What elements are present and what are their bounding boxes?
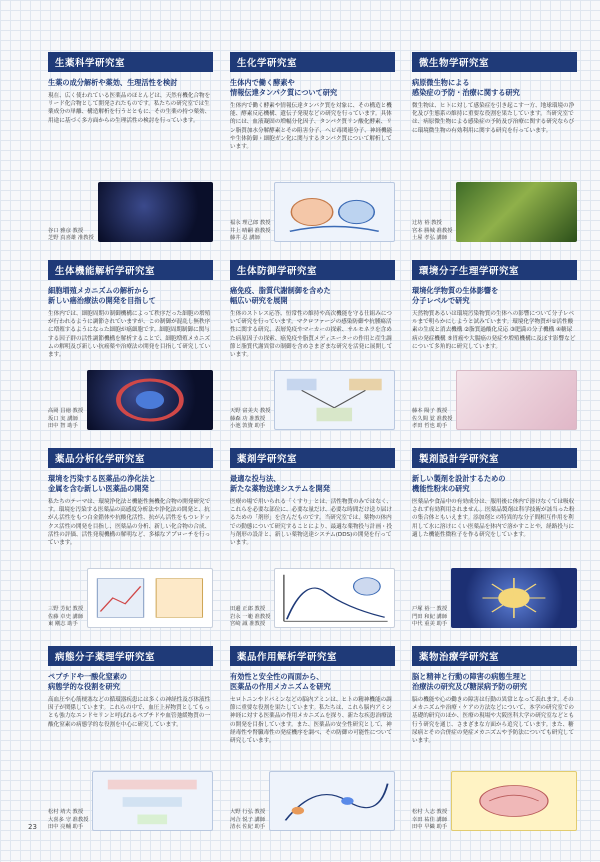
lab-description: 医療の場で用いられる「くすり」とは、活性物質のみではなく、これらを必要な部位に、必要な量だけ、必要な時間だけ送り届けるための「剤形」を含んだものです。当研究室では、薬物の体内での動態について研究することにより、最適な薬物投与計画・投与剤形の設計と、新しい薬物送達システム(DDS)の開発を行っています。: [230, 499, 393, 547]
lab-card: [230, 646, 395, 831]
lab-card: [230, 448, 395, 628]
lab-footer: [48, 182, 213, 242]
lab-footer: [230, 568, 395, 628]
neuron-diagram: [269, 771, 395, 831]
lab-subtitle: 脳と精神と行動の障害の病態生理と 治療法の研究及び糖尿病予防の研究: [412, 672, 528, 691]
lab-footer: [230, 370, 395, 430]
tissue-photo: [456, 370, 577, 430]
lab-title: 微生物学研究室: [412, 52, 577, 72]
lab-card: [48, 646, 213, 831]
lab-card: [230, 52, 395, 242]
lab-subtitle: 生体内で働く酵素や 情報伝達タンパク質について研究: [230, 78, 338, 97]
lab-title: 生体防御学研究室: [230, 260, 395, 280]
lab-staff: 藤本 陽子 教授 佐久間 覚 准教授 孝田 哲也 助手: [412, 408, 453, 429]
lab-description: 私たちのテーマは、環境浄化法と機能性無機化合物の開発研究です。環境を汚染する医薬品の高感度分析法や浄化法の開発と、抗がん活性をもつ白金錯体や抗酸化活性、抗がん活性をもつレドックス活性の開発を目指し、医薬品の分析、新しい化合物の合成、活性の評価、活性発現機構の解明など、多様なアプローチを行っています。: [48, 499, 211, 547]
cell-cycle-figure: [87, 370, 213, 430]
lab-description: セロトニンやドパミンなどの脳内アミンは、ヒトの精神機能の調節に重要な役割を果たしています。私たちは、これら脳内アミン神経に対する医薬品の作用メカニズムを探り、新たな疾患治療法の開発を目指しています。また、医薬品の安全性研究として、神経毒性や腎臓毒性の発症機序を調べ、その防御の可能性について研究しています。: [230, 697, 393, 745]
lab-card: [230, 260, 395, 430]
lab-footer: [48, 370, 213, 430]
signaling-diagram: [274, 182, 395, 242]
lab-description: 天然物質あるいは環境汚染物質の生体への影響について分子レベルまで明らかにしようと試みています。環境化学物質が①活性酸素の生成と消去機構 ②脂質過酸化反応 ③肥満の分子機構 ④糖尿病の発症機構 ⑤胃癌や大腸癌の発症や増殖機構に及ぼす影響などについて多角的に研究しています。: [412, 311, 576, 350]
lab-footer: [412, 370, 577, 430]
lab-card: [48, 52, 213, 242]
lab-title: 薬品作用解析学研究室: [230, 646, 395, 666]
lab-card: [412, 260, 577, 430]
immune-diagram: [274, 370, 395, 430]
lab-staff: 高岡 昌徳 教授 坂口 実 講師 田中 智 助手: [48, 408, 84, 429]
lab-staff: 戸塚 裕一 教授 門田 和紀 講師 中代 重美 助手: [412, 606, 448, 627]
lab-description: 生体のストレス応答、恒常性の維持や高次機能を守る仕組みについて研究を行っています。マクロファージの感染防御や抗腫瘍活性に関する研究、表層免疫やマーカーの探索、サルモネラを含めた病原因子の探索、癌免疫や脂質メディエーターの作用と産生調節と脂質代謝異常の制御を含めさまざまな研究を活発に展開しています。: [230, 311, 393, 359]
lab-title: 生化学研究室: [230, 52, 395, 72]
microbe-photo: [456, 182, 577, 242]
lab-staff: 松村 靖夫 教授 大喜多 守 准教授 田中 亮輔 助手: [48, 809, 89, 830]
lab-title: 環境分子生理学研究室: [412, 260, 577, 280]
lab-title: 生体機能解析学研究室: [48, 260, 213, 280]
lab-card: [412, 52, 577, 242]
lab-subtitle: 癌免疫、脂質代謝制御を含めた 幅広い研究を展開: [230, 286, 331, 305]
brain-diagram: [451, 771, 577, 831]
lab-subtitle: 環境を汚染する医薬品の浄化法と 金属を含む新しい医薬品の開発: [48, 474, 156, 493]
lab-description: 医薬品や食品中の有効成分は、服用後に体内で溶けなくては吸収されず有効利用されません。医薬品製剤は科学技術が該当った粉の集合体ともいえます。添加剤との特異的な分子間相互作用を利用して水に溶けにくい医薬品を体内で溶かすことや、経路投与に適した機能性微粒子を作る研究をしています。: [412, 499, 575, 538]
lab-card: [412, 448, 577, 628]
lab-subtitle: 病原微生物による 感染症の予防・治療に関する研究: [412, 78, 520, 97]
page-number: 23: [28, 823, 37, 831]
lab-staff: 辻坊 裕 教授 宮本 勝城 准教授 土屋 孝弘 講師: [412, 220, 453, 241]
lab-staff: 福永 理己郎 教授 井上 晴嗣 准教授 藤井 忍 講師: [230, 220, 271, 241]
lab-staff: 谷口 雅彦 教授 芝野 真喜雄 准教授: [48, 227, 94, 241]
lab-footer: [48, 771, 213, 831]
lab-title: 製剤設計学研究室: [412, 448, 577, 468]
lab-description: 現在、広く使われている医薬品のほとんどは、天然有機化合物をリード化合物として開発されたものです。私たちの研究室では生薬成分の単離、構造解析を行うとともに、その生薬の持つ薬効、用途に基づく多方面からの生理活性の検討を行っています。: [48, 93, 211, 124]
lab-description: 微生物は、ヒトに対して感染症を引き起こす一方、地球環境の浄化及び生態系の維持に重要な役割を果たしています。当研究室では、病原微生物による感染症の予防及び治療に関する研究ならびに環境微生物の有効利用に関する研究を行っています。: [412, 103, 575, 134]
lab-staff: 田邊 正郎 教授 岩永 一範 准教授 宮崎 誠 准教授: [230, 606, 271, 627]
lab-footer: [412, 182, 577, 242]
pathway-diagram: [92, 771, 213, 831]
lab-subtitle: 細胞増殖メカニズムの解析から 新しい癌治療法の開発を目指して: [48, 286, 156, 305]
lab-staff: 天野 富美夫 教授 藤森 功 准教授 小池 敦資 助手: [230, 408, 271, 429]
lab-description: 脳の機能や心の働きの障害は行動の異常となって表れます。そのメカニズムや治療・ケアの方法などについて、本学の研究室での基礎的研究のほか、医療の現場や大阪医科大学の研究室などとも行う研究を通じ、さまざまな方面から追究しています。また、糖尿病とその合併症の発症メカニズムや予防法についても研究しています。: [412, 697, 575, 745]
lab-title: 生薬科学研究室: [48, 52, 213, 72]
release-curve-figure: [274, 568, 395, 628]
lab-card: [48, 260, 213, 430]
lab-footer: [412, 568, 577, 628]
lab-staff: 三野 芳紀 教授 佐藤 卓史 講師 東 剛志 助手: [48, 606, 84, 627]
lab-title: 薬剤学研究室: [230, 448, 395, 468]
specimen-photo: [98, 182, 213, 242]
lab-title: 薬物治療学研究室: [412, 646, 577, 666]
lab-grid: [48, 52, 577, 831]
lab-footer: [230, 771, 395, 831]
lab-description: 生体内で働く酵素や情報伝達タンパク質を対象に、その構造と機能、酵素反応機構、遺伝子発現などの研究を行っています。具体的には、血液凝固の増幅分化因子、タンパク質リン酸化酵素、リン脂質加水分解酵素とその阻害分子、ヘビ毒関連分子、神経機能や生体防御・細胞ガン化に関与するタンパク質について解析しています。: [230, 103, 393, 151]
lab-subtitle: 有効性と安全性の両面から、 医薬品の作用メカニズムを研究: [230, 672, 331, 691]
lab-staff: 大野 行弘 教授 河合 悦子 講師 清水 佐紀 助手: [230, 809, 266, 830]
lab-footer: [412, 771, 577, 831]
lab-subtitle: 新しい製剤を設計するための 機能性粉末の研究: [412, 474, 506, 493]
lab-card: [48, 448, 213, 628]
lab-footer: [48, 568, 213, 628]
analysis-chart-figure: [87, 568, 213, 628]
lab-description: 生体内では、細胞周期の制御機構によって秩序だった細胞の増殖が行われるように調節されていますが、この制御が混乱し無秩序に増殖するようになった細胞が癌細胞です。細胞周期制御に関与する因子群の活性調節機構を解析することで、細胞増殖メカニズムの解明及び新しい抗癌薬や治療法の開発を目指して研究しています。: [48, 311, 211, 359]
lab-description: 高血圧や心筋梗塞などの循環器疾患には多くの神経性及び体液性因子が関係しています。これらの中で、血圧上昇物質としてもっとも強力なエンドセリンと呼ばれるペプチドや血管弛緩物質の一酸化窒素の病態学的な役割を中心に研究しています。: [48, 697, 211, 728]
lab-title: 薬品分析化学研究室: [48, 448, 213, 468]
lab-subtitle: 最適な投与法、 新たな薬物送達システムを開発: [230, 474, 330, 493]
lab-card: [412, 646, 577, 831]
lab-title: 病態分子薬理学研究室: [48, 646, 213, 666]
lab-footer: [230, 182, 395, 242]
lab-subtitle: 生薬の成分解析や薬効、生理活性を検討: [48, 78, 178, 87]
particle-figure: [451, 568, 577, 628]
lab-subtitle: 環境化学物質の生体影響を 分子レベルで研究: [412, 286, 499, 305]
lab-staff: 松村 人志 教授 幸田 祐佳 講師 田中 早織 助手: [412, 809, 448, 830]
lab-subtitle: ペプチドや一酸化窒素の 病態学的な役割を研究: [48, 672, 128, 691]
